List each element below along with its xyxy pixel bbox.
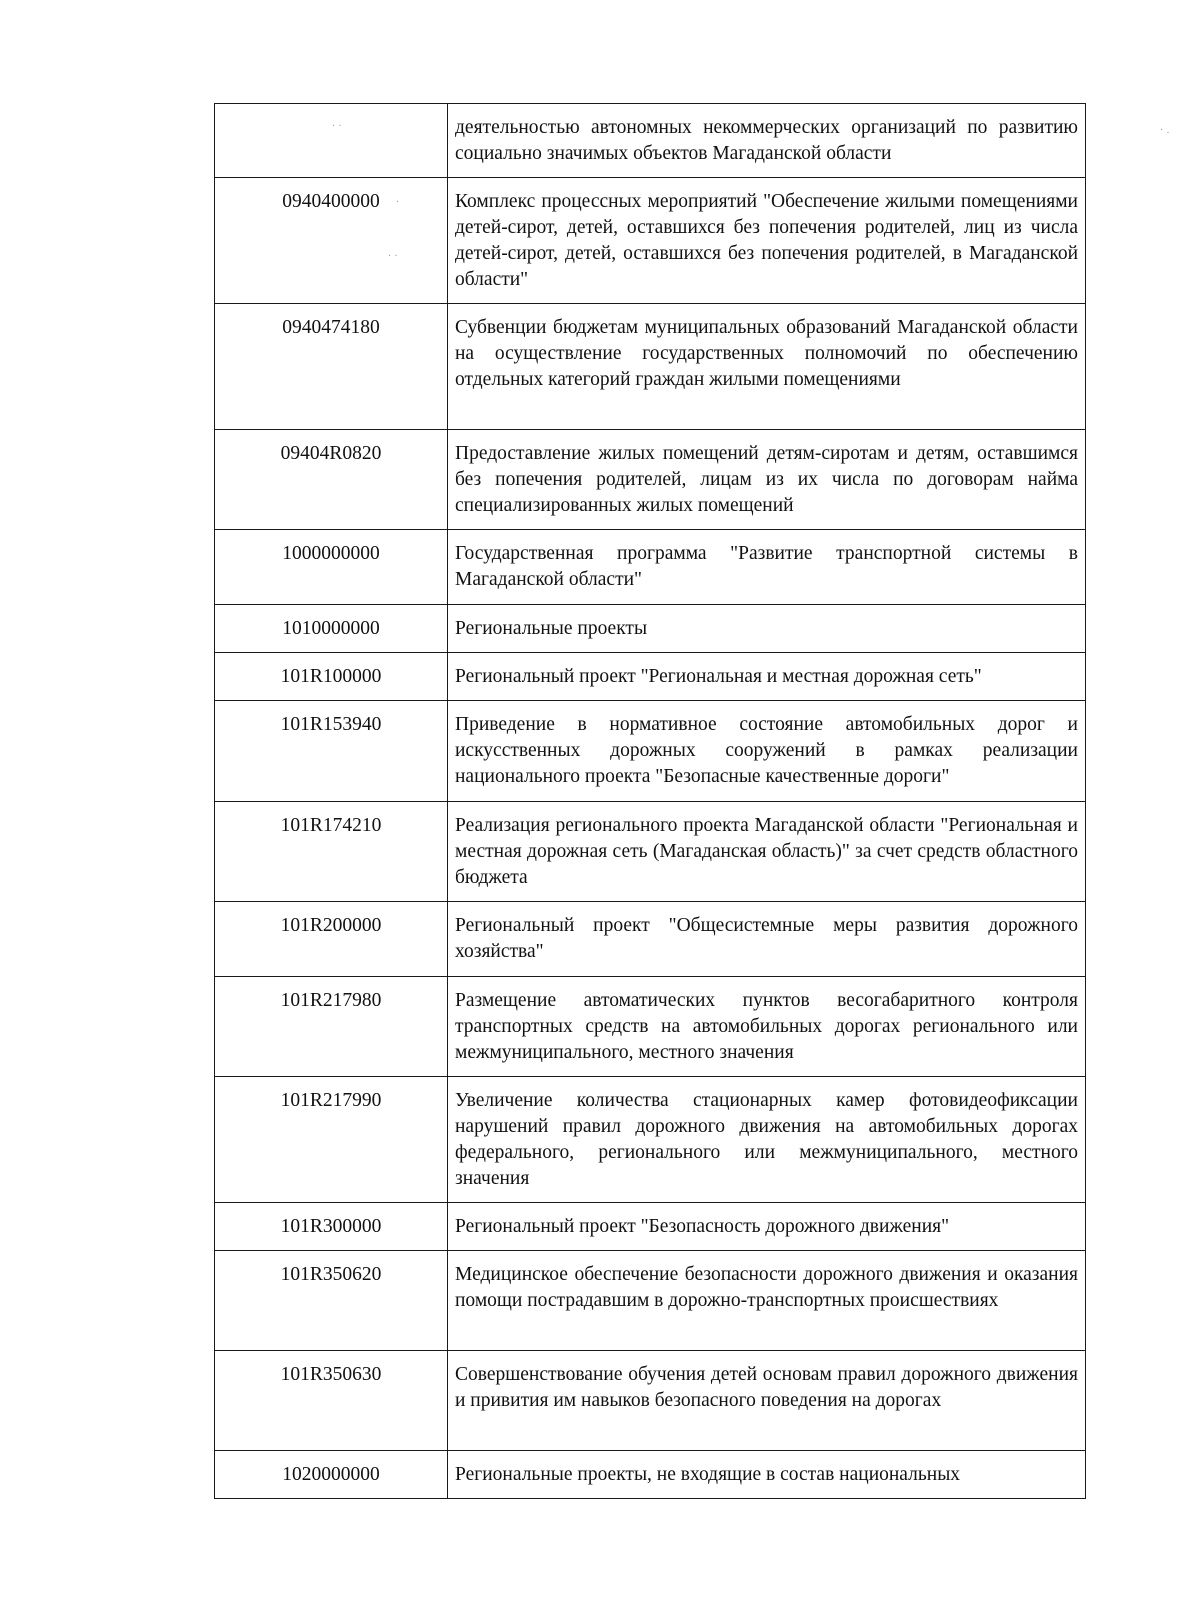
name-cell: Субвенции бюджетам муниципальных образований Магаданской области на осуществление государственных полномочий по обеспечению отдельных категорий граждан жилыми помещениями	[448, 304, 1086, 430]
code-cell: 0940474180	[215, 304, 448, 430]
scan-speck: · ·	[388, 251, 398, 262]
name-cell: Региональный проект "Безопасность дорожного движения"	[448, 1203, 1086, 1251]
table-row	[215, 1077, 1086, 1203]
table-row	[215, 1251, 1086, 1351]
code-cell: 101R174210	[215, 802, 448, 902]
code-cell: 101R350620	[215, 1251, 448, 1351]
table-row	[215, 530, 1086, 605]
name-cell: Приведение в нормативное состояние автомобильных дорог и искусственных дорожных сооружений в рамках реализации национального проекта "Безопасные качественные дороги"	[448, 701, 1086, 802]
code-cell: 101R217980	[215, 977, 448, 1077]
code-cell: 101R300000	[215, 1203, 448, 1251]
code-cell: 1010000000	[215, 605, 448, 653]
table-row	[215, 653, 1086, 701]
scan-speck: · ·	[332, 121, 342, 132]
table-row	[215, 430, 1086, 530]
name-cell: Региональные проекты, не входящие в состав национальных	[448, 1451, 1086, 1499]
code-cell: 1000000000	[215, 530, 448, 605]
name-cell: Региональные проекты	[448, 605, 1086, 653]
table-row	[215, 1351, 1086, 1451]
code-cell: 0940400000	[215, 178, 448, 304]
name-cell: Предоставление жилых помещений детям-сиротам и детям, оставшимся без попечения родителей, лицам из их числа по договорам найма специализированных жилых помещений	[448, 430, 1086, 530]
table-row	[215, 977, 1086, 1077]
name-cell: Увеличение количества стационарных камер фотовидеофиксации нарушений правил дорожного движения на автомобильных дорогах федерального, регионального или межмуниципального, местного значения	[448, 1077, 1086, 1203]
code-cell: 101R200000	[215, 902, 448, 977]
table-row	[215, 104, 1086, 178]
code-cell	[215, 104, 448, 178]
table-row	[215, 304, 1086, 430]
table-row	[215, 178, 1086, 304]
table-row	[215, 902, 1086, 977]
scan-speck: ·	[396, 197, 400, 208]
budget-classification-table	[214, 103, 1086, 1499]
name-cell: Государственная программа "Развитие транспортной системы в Магаданской области"	[448, 530, 1086, 605]
table-row	[215, 1451, 1086, 1499]
table-row	[215, 605, 1086, 653]
name-cell: Совершенствование обучения детей основам правил дорожного движения и привития им навыков безопасного поведения на дорогах	[448, 1351, 1086, 1451]
table-row	[215, 1203, 1086, 1251]
name-cell: Размещение автоматических пунктов весогабаритного контроля транспортных средств на автомобильных дорогах регионального или межмуниципального, местного значения	[448, 977, 1086, 1077]
code-cell: 101R100000	[215, 653, 448, 701]
code-cell: 101R153940	[215, 701, 448, 802]
table-row	[215, 802, 1086, 902]
name-cell: Реализация регионального проекта Магаданской области "Региональная и местная дорожная сеть (Магаданская область)" за счет средств областного бюджета	[448, 802, 1086, 902]
name-cell: деятельностью автономных некоммерческих организаций по развитию социально значимых объектов Магаданской области	[448, 104, 1086, 178]
code-cell: 101R350630	[215, 1351, 448, 1451]
code-cell: 09404R0820	[215, 430, 448, 530]
scan-speck: · .	[1160, 125, 1170, 136]
table-row	[215, 701, 1086, 802]
name-cell: Региональный проект "Региональная и местная дорожная сеть"	[448, 653, 1086, 701]
name-cell: Комплекс процессных мероприятий "Обеспечение жилыми помещениями детей-сирот, детей, оставшихся без попечения родителей, лиц из числа детей-сирот, детей, оставшихся без попечения родителей, в Магаданской области"	[448, 178, 1086, 304]
code-cell: 101R217990	[215, 1077, 448, 1203]
name-cell: Медицинское обеспечение безопасности дорожного движения и оказания помощи пострадавшим в дорожно-транспортных происшествиях	[448, 1251, 1086, 1351]
name-cell: Региональный проект "Общесистемные меры развития дорожного хозяйства"	[448, 902, 1086, 977]
code-cell: 1020000000	[215, 1451, 448, 1499]
